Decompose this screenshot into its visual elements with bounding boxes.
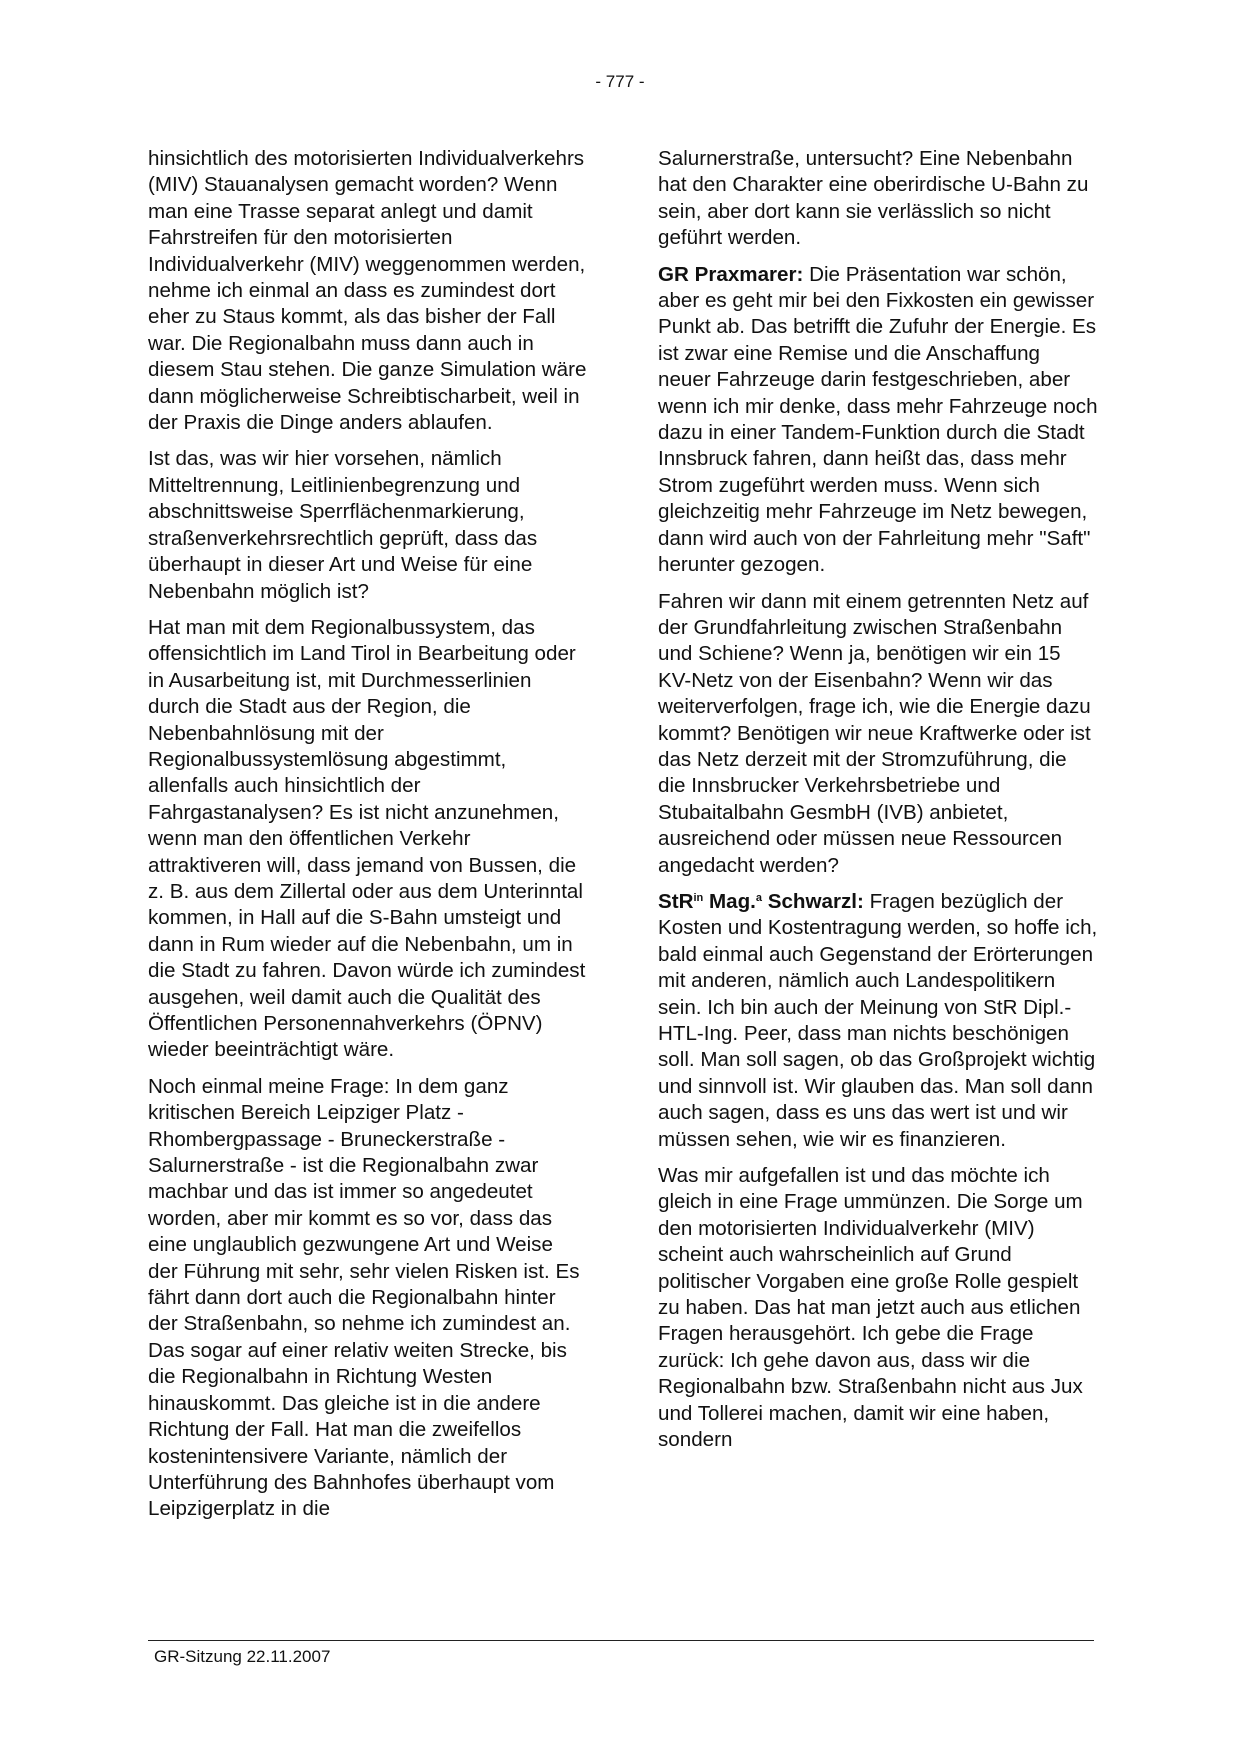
paragraph: Fahren wir dann mit einem getrennten Netz auf der Grundfahrleitung zwischen Straßenbahn und Schiene? Wenn ja, benötigen wir ein 15 KV-Netz von der Eisenbahn? Wenn wir das weiterverfolgen, frage ich, wie die Energie dazu kommt? Benötigen wir neue Kraftwerke oder ist das Netz derzeit mit der Stromzuführung, die die Innsbrucker Verkehrsbetriebe und Stubaitalbahn GesmbH (IVB) anbietet, ausreichend oder müssen neue Ressourcen angedacht werden? [658,589,1091,877]
paragraph-text: Fragen bezüglich der Kosten und Kostentragung werden, so hoffe ich, bald einmal auch Gegenstand der Erörterungen mit anderen, nämlich auch Landespolitikern sein. Ich bin auch der Meinung von StR Dipl.-HTL-Ing. Peer, dass man nichts beschönigen soll. Man soll sagen, ob das Großprojekt wichtig und sinnvoll ist. Wir glauben das. Man soll dann auch sagen, dass es uns das wert ist und wir müssen sehen, wie wir es finanzieren. [658,889,1098,1151]
right-column [658,146,1098,1464]
left-column [148,146,588,1533]
paragraph: Hat man mit dem Regionalbussystem, das offensichtlich im Land Tirol in Bearbeitung oder in Ausarbeitung ist, mit Durchmesserlinien durch die Stadt aus der Region, die Nebenbahnlösung mit der Regionalbussystemlösung abgestimmt, allenfalls auch hinsichtlich der Fahrgastanalysen? Es ist nicht anzunehmen, wenn man den öffentlichen Verkehr attraktiveren will, dass jemand von Bussen, die z. B. aus dem Zillertal oder aus dem Unterinntal kommen, in Hall auf die S-Bahn umsteigt und dann in Rum wieder auf die Nebenbahn, um in die Stadt zu fahren. Davon würde ich zumindest ausgehen, weil damit auch die Qualität des Öffentlichen Personennahverkehrs (ÖPNV) wieder beeinträchtigt wäre. [148,615,586,1062]
speaker-degree: Mag. [703,889,756,913]
page-number: - 777 - [595,72,645,91]
speaker-title: StR [658,889,694,913]
paragraph: Was mir aufgefallen ist und das möchte ich gleich in eine Frage ummünzen. Die Sorge um den motorisierten Individualverkehr (MIV) scheint auch wahrscheinlich auf Grund politischer Vorgaben eine große Rolle gespielt zu haben. Das hat man jetzt auch aus etlichen Fragen herausgehört. Ich gebe die Frage zurück: Ich gehe davon aus, dass wir die Regionalbahn bzw. Straßenbahn nicht aus Jux und Tollerei machen, damit wir eine haben, sondern [658,1164,1083,1452]
speaker-name: GR Praxmarer: [658,262,804,286]
footer-divider [148,1640,1094,1641]
paragraph-praxmarer [658,262,1098,579]
paragraph: hinsichtlich des motorisierten Individualverkehrs (MIV) Stauanalysen gemacht worden? Wenn man eine Trasse separat anlegt und damit Fahrstreifen für den motorisierten Individualverkehr (MIV) weggenommen werden, nehme ich einmal an dass es zumindest dort eher zu Staus kommt, als das bisher der Fall war. Die Regionalbahn muss dann auch in diesem Stau stehen. Die ganze Simulation wäre dann möglicherweise Schreibtischarbeit, weil in der Praxis die Dinge anders ablaufen. [148,147,587,435]
speaker-title-suffix: in [693,891,704,904]
paragraph: Noch einmal meine Frage: In dem ganz kritischen Bereich Leipziger Platz - Rhombergpassage - Bruneckerstraße - Salurnerstraße - ist die Regionalbahn zwar machbar und das ist immer so angedeutet worden, aber mir kommt es so vor, dass das eine unglaublich gezwungene Art und Weise der Führung mit sehr, sehr vielen Risken ist. Es fährt dann dort auch die Regionalbahn hinter der Straßenbahn, so nehme ich zumindest an. Das sogar auf einer relativ weiten Strecke, bis die Regionalbahn in Richtung Westen hinauskommt. Das gleiche ist in die andere Richtung der Fall. Hat man die zweifellos kostenintensivere Variante, nämlich der Unterführung des Bahnhofes überhaupt vom Leipzigerplatz in die [148,1074,580,1521]
paragraph: Salurnerstraße, untersucht? Eine Nebenbahn hat den Charakter eine oberirdische U-Bahn zu sein, aber dort kann sie verlässlich so nicht geführt werden. [658,147,1089,250]
footer-session-date: GR-Sitzung 22.11.2007 [154,1647,331,1666]
paragraph-schwarzl [658,889,1098,1153]
speaker-name [658,890,864,913]
paragraph: Ist das, was wir hier vorsehen, nämlich Mitteltrennung, Leitlinienbegrenzung und abschnittsweise Sperrflächenmarkierung, straßenverkehrsrechtlich geprüft, dass das überhaupt in dieser Art und Weise für eine Nebenbahn möglich ist? [148,447,538,603]
speaker-surname: Schwarzl: [762,889,864,913]
paragraph-text: Die Präsentation war schön, aber es geht mir bei den Fixkosten ein gewisser Punkt ab. Das betrifft die Zufuhr der Energie. Es ist zwar eine Remise und die Anschaffung neuer Fahrzeuge darin festgeschrieben, aber wenn ich mir denke, dass mehr Fahrzeuge noch dazu in einer Tandem-Funktion durch die Stadt Innsbruck fahren, dann heißt das, dass mehr Strom zugeführt werden muss. Wenn sich gleichzeitig mehr Fahrzeuge im Netz bewegen, dann wird auch von der Fahrleitung mehr "Saft" herunter gezogen. [658,262,1098,577]
speaker-degree-suffix: a [755,891,763,904]
